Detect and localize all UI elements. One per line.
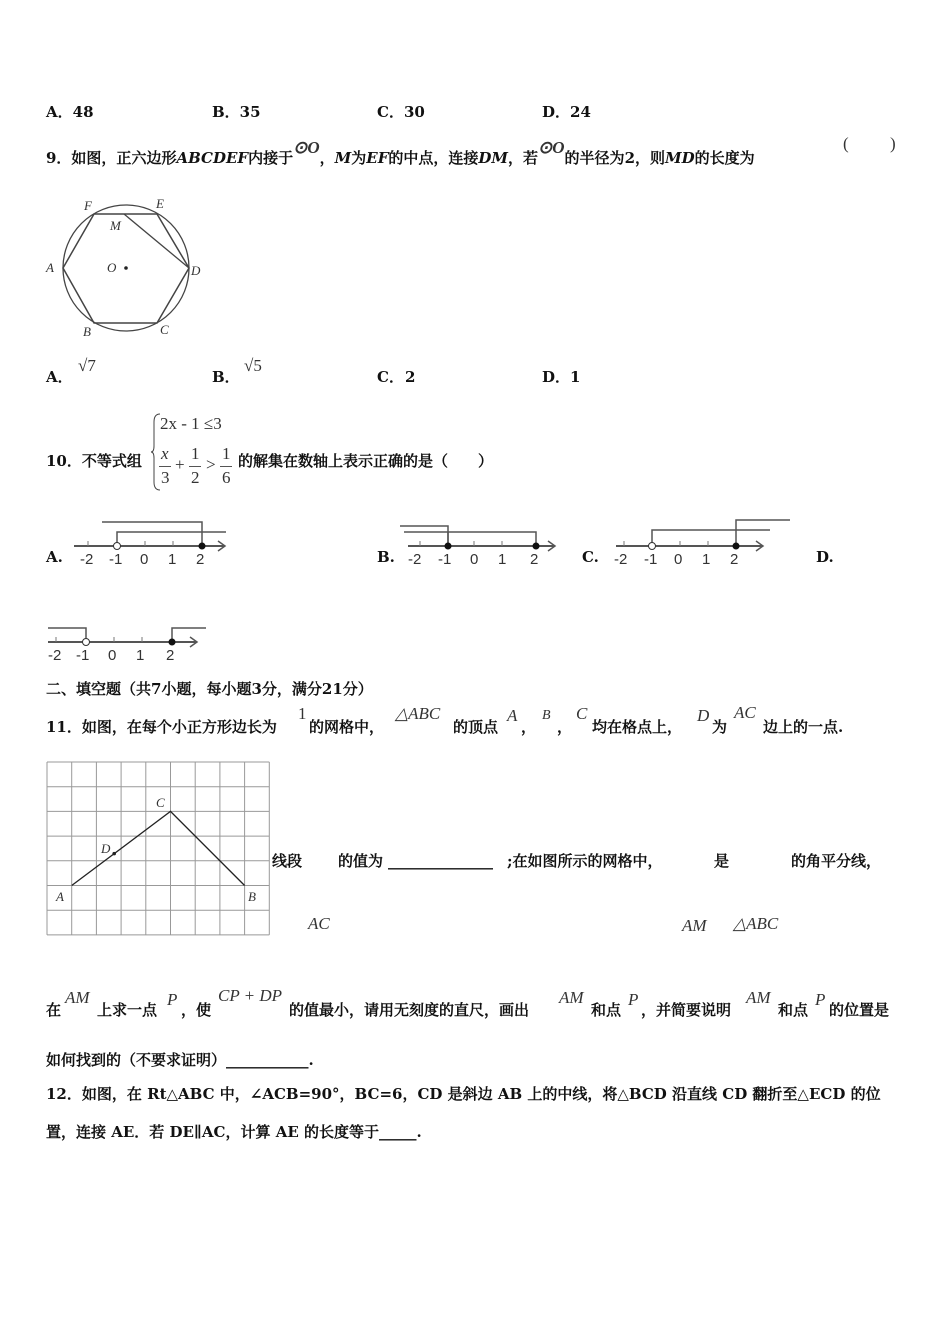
label-o: O: [107, 260, 117, 275]
q9-m: M: [334, 149, 352, 167]
q9-text: 的中点，连接: [388, 149, 479, 167]
grid-figure: [44, 759, 276, 939]
q11-text: 11．如图，在每个小正方形边长为: [46, 718, 277, 736]
q11-text: 上求一点: [97, 1001, 158, 1019]
fraction-num: x: [161, 444, 169, 463]
q11-math: P: [815, 990, 826, 1009]
q11-text: 和点: [778, 1001, 809, 1019]
label-c: C: [156, 795, 165, 810]
q11-text: 的值为: [338, 852, 384, 870]
q11-text: 在: [46, 1001, 62, 1019]
q11-text: 线段: [272, 852, 303, 870]
tick-label: 0: [470, 551, 479, 568]
q9-option-d-value: 1: [570, 368, 581, 386]
greater-sign: >: [206, 455, 216, 474]
plus-sign: +: [175, 455, 185, 474]
answer-blank-1[interactable]: ______________: [388, 852, 493, 870]
q10-option-b[interactable]: B.: [377, 548, 395, 566]
q11-math: AC: [308, 914, 330, 933]
q9-option-d-label: D．: [542, 368, 571, 386]
q11-math: CP + DP: [218, 986, 283, 1005]
q11-math: P: [628, 990, 639, 1009]
q8-option-d: D．24: [542, 103, 591, 121]
q9-option-b-label: B．: [212, 368, 240, 386]
q8-option-c: C．30: [377, 103, 425, 121]
q11-text: 是: [714, 852, 730, 870]
q11-math: A: [507, 706, 518, 725]
q11-math: AM: [559, 988, 584, 1007]
q10-option-c[interactable]: C.: [582, 548, 599, 566]
q9-text: 内接于: [248, 149, 294, 167]
label-a: A: [46, 260, 54, 275]
q11-text: ，并简要说明: [641, 1001, 732, 1019]
q11-text: 的网格中，: [309, 718, 385, 736]
tick-label: 2: [730, 551, 739, 568]
tick-label: 0: [674, 551, 683, 568]
q9-option-b-value: √5: [244, 356, 262, 375]
q9-circle-o: ⊙O: [293, 138, 320, 157]
q11-text: 为: [712, 718, 728, 736]
q9-text: 为: [351, 149, 367, 167]
q10-question-tail: 的解集在数轴上表示正确的是（ ）: [238, 452, 494, 470]
q9-text: ，则: [635, 149, 666, 167]
q11-text: 的值最小，请用无刻度的直尺，画出: [289, 1001, 530, 1019]
q11-text: 边上的一点.: [763, 718, 844, 736]
tick-label: -2: [614, 551, 628, 568]
label-b: B: [248, 889, 256, 904]
number-line-b: [400, 518, 560, 568]
q9-md: MD: [665, 149, 695, 167]
q9-option-a-label: A．: [46, 368, 73, 386]
tick-label: -2: [408, 551, 422, 568]
q11-text: 的位置是: [829, 1001, 890, 1019]
q9-text: ，若: [508, 149, 539, 167]
tick-label: 1: [498, 551, 507, 568]
q11-math: AM: [682, 916, 707, 935]
q11-text: ，使: [181, 1001, 212, 1019]
q11-text: 如何找到的（不要求证明）___________.: [46, 1051, 314, 1069]
q11-text: ，: [521, 718, 537, 736]
label-a: A: [56, 889, 64, 904]
q11-math: P: [167, 990, 178, 1009]
q8-option-b: B．35: [212, 103, 261, 121]
label-b: B: [83, 324, 91, 339]
tick-label: 1: [168, 551, 177, 568]
q11-math: △ABC: [395, 704, 441, 723]
q10-option-d[interactable]: D.: [816, 548, 834, 566]
fraction-num: 1: [191, 444, 200, 463]
q10-option-a[interactable]: A.: [46, 548, 63, 566]
tick-label: -1: [109, 551, 123, 568]
label-e: E: [156, 196, 164, 211]
label-m: M: [110, 218, 121, 233]
inequality-1: 2x - 1 ≤3: [160, 414, 222, 433]
label-c: C: [160, 322, 169, 337]
q11-math: D: [697, 706, 710, 725]
tick-label: -1: [76, 647, 90, 664]
q9-option-c-label: C．: [377, 368, 404, 386]
label-d: D: [101, 841, 111, 856]
triangle-abc: [72, 811, 245, 885]
q9-hexagon-name: ABCDEF: [176, 149, 249, 167]
q9-text: 9．如图，正六边形: [46, 149, 177, 167]
q9-text: 的半径为: [564, 149, 625, 167]
q9-stem: [46, 138, 755, 168]
q11-text: 的顶点: [453, 718, 499, 736]
q9-circle-o: ⊙O: [538, 138, 565, 157]
q8-option-a: A．48: [46, 103, 94, 121]
q11-math: AM: [65, 988, 90, 1007]
label-f: F: [84, 198, 92, 213]
tick-label: -2: [48, 647, 62, 664]
fraction-den: 6: [222, 468, 231, 487]
tick-label: -1: [438, 551, 452, 568]
number-line-c: [610, 516, 795, 568]
q11-text: ，: [557, 718, 573, 736]
label-d: D: [191, 263, 201, 278]
q11-math: B: [542, 708, 551, 723]
answer-bracket-open: (: [843, 134, 849, 153]
q9-option-a-value: √7: [78, 356, 96, 375]
q11-text: 的角平分线，: [791, 852, 882, 870]
q11-math: AM: [746, 988, 771, 1007]
point-d: [112, 852, 116, 856]
answer-bracket-close: ): [890, 134, 896, 153]
q12-text: 12．如图，在 Rt△ABC 中，∠ACB=90°，BC=6，CD 是斜边 AB 上的中线，将△BCD 沿直线 CD 翻折至△ECD 的位: [46, 1085, 881, 1103]
tick-label: 2: [166, 647, 175, 664]
q9-option-c-value: 2: [405, 368, 416, 386]
q9-ef: EF: [366, 149, 389, 167]
q12-text: 置，连接 AE．若 DE∥AC，计算 AE 的长度等于_____.: [46, 1123, 422, 1141]
tick-label: 1: [702, 551, 711, 568]
hexagon-figure: [40, 190, 220, 340]
q9-text: 的长度为: [694, 149, 755, 167]
section-heading: 二、填空题（共7小题，每小题3分，满分21分）: [46, 680, 373, 698]
tick-label: 2: [196, 551, 205, 568]
fraction-den: 3: [161, 468, 170, 487]
q11-text: 均在格点上，: [592, 718, 683, 736]
tick-label: 0: [140, 551, 149, 568]
tick-label: -1: [644, 551, 658, 568]
q11-math: 1: [298, 704, 307, 723]
tick-label: 1: [136, 647, 145, 664]
q9-dm: DM: [478, 149, 508, 167]
q11-text: 和点: [591, 1001, 622, 1019]
q11-math: C: [576, 704, 588, 723]
q10-label: 10．不等式组: [46, 452, 142, 470]
q11-math: AC: [734, 703, 756, 722]
q9-text: ，: [319, 149, 335, 167]
tick-label: -2: [80, 551, 94, 568]
fraction-num: 1: [222, 444, 231, 463]
number-line-a: [66, 518, 228, 568]
q11-math: △ABC: [733, 914, 779, 933]
tick-label: 2: [530, 551, 539, 568]
tick-label: 0: [108, 647, 117, 664]
number-line-d: [46, 622, 208, 664]
q9-radius: 2: [624, 149, 635, 167]
fraction-den: 2: [191, 468, 200, 487]
q11-text: ;在如图所示的网格中，: [507, 852, 663, 870]
